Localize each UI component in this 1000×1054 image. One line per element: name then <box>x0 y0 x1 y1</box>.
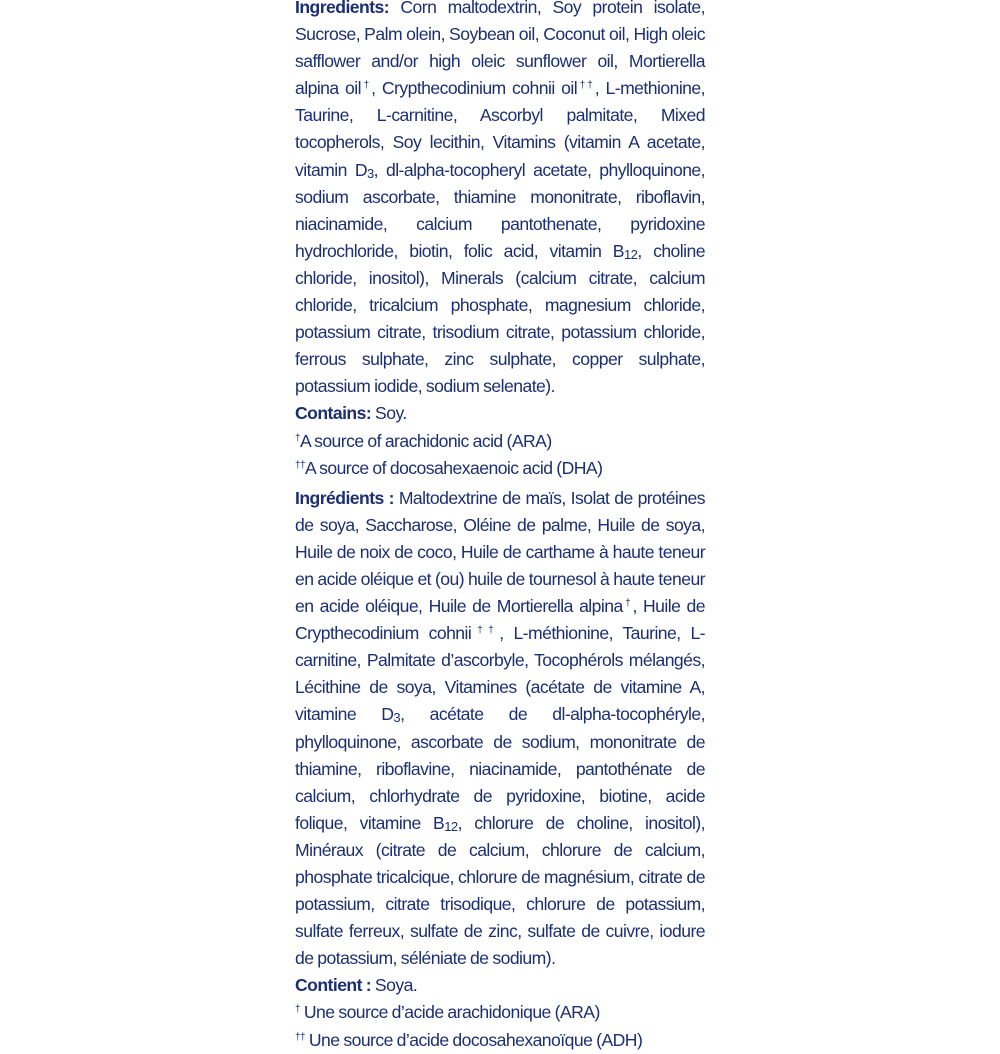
french-footnote-ara-text: Une source d’acide arachidonique (ARA) <box>300 1002 600 1023</box>
english-footnote-dha <box>295 455 705 482</box>
double-dagger-mark: †† <box>577 80 595 92</box>
french-footnote-ara <box>295 999 705 1026</box>
dagger-mark: † <box>295 432 301 444</box>
ingredient-label <box>295 0 705 1054</box>
french-contains-text: Soya. <box>371 975 418 996</box>
french-ingredients-text-1: Maltodextrine de maïs, Isolat de protéines de soya, Saccharose, Oléine de palme, Huile de soya, Huile de noix de coco, Huile de carthame à haute teneur en acide oléique et (ou) huile de tournesol à haute teneur en acide oléique, Huile de Mortierella alpina <box>295 487 706 617</box>
english-ingredients-text-5: , choline chloride, inositol), Minerals (calcium citrate, calcium chloride, tricalcium phosphate, magnesium chloride, potassium citrate, trisodium citrate, potassium chloride, ferrous sulphate, zinc sulphate, copper sulphate, potassium iodide, sodium selenate). <box>295 240 705 397</box>
french-ingredients <box>295 485 705 973</box>
english-ingredients-text-3: , L-methionine, Taurine, L-carnitine, Ascorbyl palmitate, Mixed tocopherols, Soy lecithin, Vitamins (vitamin A acetate, vitamin D <box>295 78 705 180</box>
french-ingredients-text-2: , Huile de Crypthecodinium cohnii <box>295 596 706 644</box>
vitamin-d-subscript: 3 <box>366 165 374 181</box>
french-contains <box>295 972 705 999</box>
english-contains-text: Soy. <box>371 403 407 424</box>
double-dagger-mark: †† <box>295 459 306 471</box>
double-dagger-mark: †† <box>471 625 500 637</box>
french-ingredients-text-4: , acétate de dl-alpha-tocophéryle, phylloquinone, ascorbate de sodium, mononitrate de thiamine, riboflavine, niacinamide, pantothénate de calcium, chlorhydrate de pyridoxine, biotine, acide folique, vitamine B <box>295 704 705 833</box>
english-ingredients-text-1: Corn maltodextrin, Soy protein isolate, Sucrose, Palm olein, Soybean oil, Coconut oil, High oleic safflower and/or high oleic sunflower oil, Mortierella alpina oil <box>295 0 705 99</box>
english-ingredients-text-4: , dl-alpha-tocopheryl acetate, phylloquinone, sodium ascorbate, thiamine mononitrate, riboflavin, niacinamide, calcium pantothenate, pyridoxine hydrochloride, biotin, folic acid, vitamin B <box>295 159 705 261</box>
french-ingredients-text-3: , L-méthionine, Taurine, L-carnitine, Palmitate d’ascorbyle, Tocophérols mélangés, Lécithine de soya, Vitamines (acétate de vitamine A, vitamine D <box>295 623 705 725</box>
double-dagger-mark: †† <box>295 1031 306 1043</box>
english-footnote-ara <box>295 428 705 455</box>
french-footnote-adh <box>295 1027 705 1054</box>
dagger-mark: † <box>622 598 633 610</box>
english-contains-heading: Contains: <box>295 403 372 424</box>
dagger-mark: † <box>295 1004 301 1016</box>
vitamin-b-subscript: 12 <box>623 246 638 262</box>
french-ingredients-text-5: , chlorure de choline, inositol), Minéraux (citrate de calcium, chlorure de calcium, phosphate tricalcique, chlorure de magnésium, citrate de potassium, citrate trisodique, chlorure de potassium, sulfate ferreux, sulfate de zinc, sulfate de cuivre, iodure de potassium, séléniate de sodium). <box>295 812 705 969</box>
english-footnote-dha-text: A source of docosahexaenoic acid (DHA) <box>305 457 603 478</box>
french-ingredients-heading: Ingrédients : <box>295 487 394 508</box>
english-ingredients-heading: Ingredients: <box>295 0 390 17</box>
french-contains-heading: Contient : <box>295 975 372 996</box>
english-contains <box>295 400 705 427</box>
vitamin-d-subscript: 3 <box>393 710 401 726</box>
english-footnote-ara-text: A source of arachidonic acid (ARA) <box>300 430 552 451</box>
french-footnote-adh-text: Une source d’acide docosahexanoïque (ADH) <box>305 1029 643 1050</box>
english-ingredients <box>295 0 705 400</box>
english-ingredients-text-2: , Crypthecodinium cohnii oil <box>371 78 578 99</box>
vitamin-b-subscript: 12 <box>444 818 458 834</box>
dagger-mark: † <box>361 80 372 92</box>
